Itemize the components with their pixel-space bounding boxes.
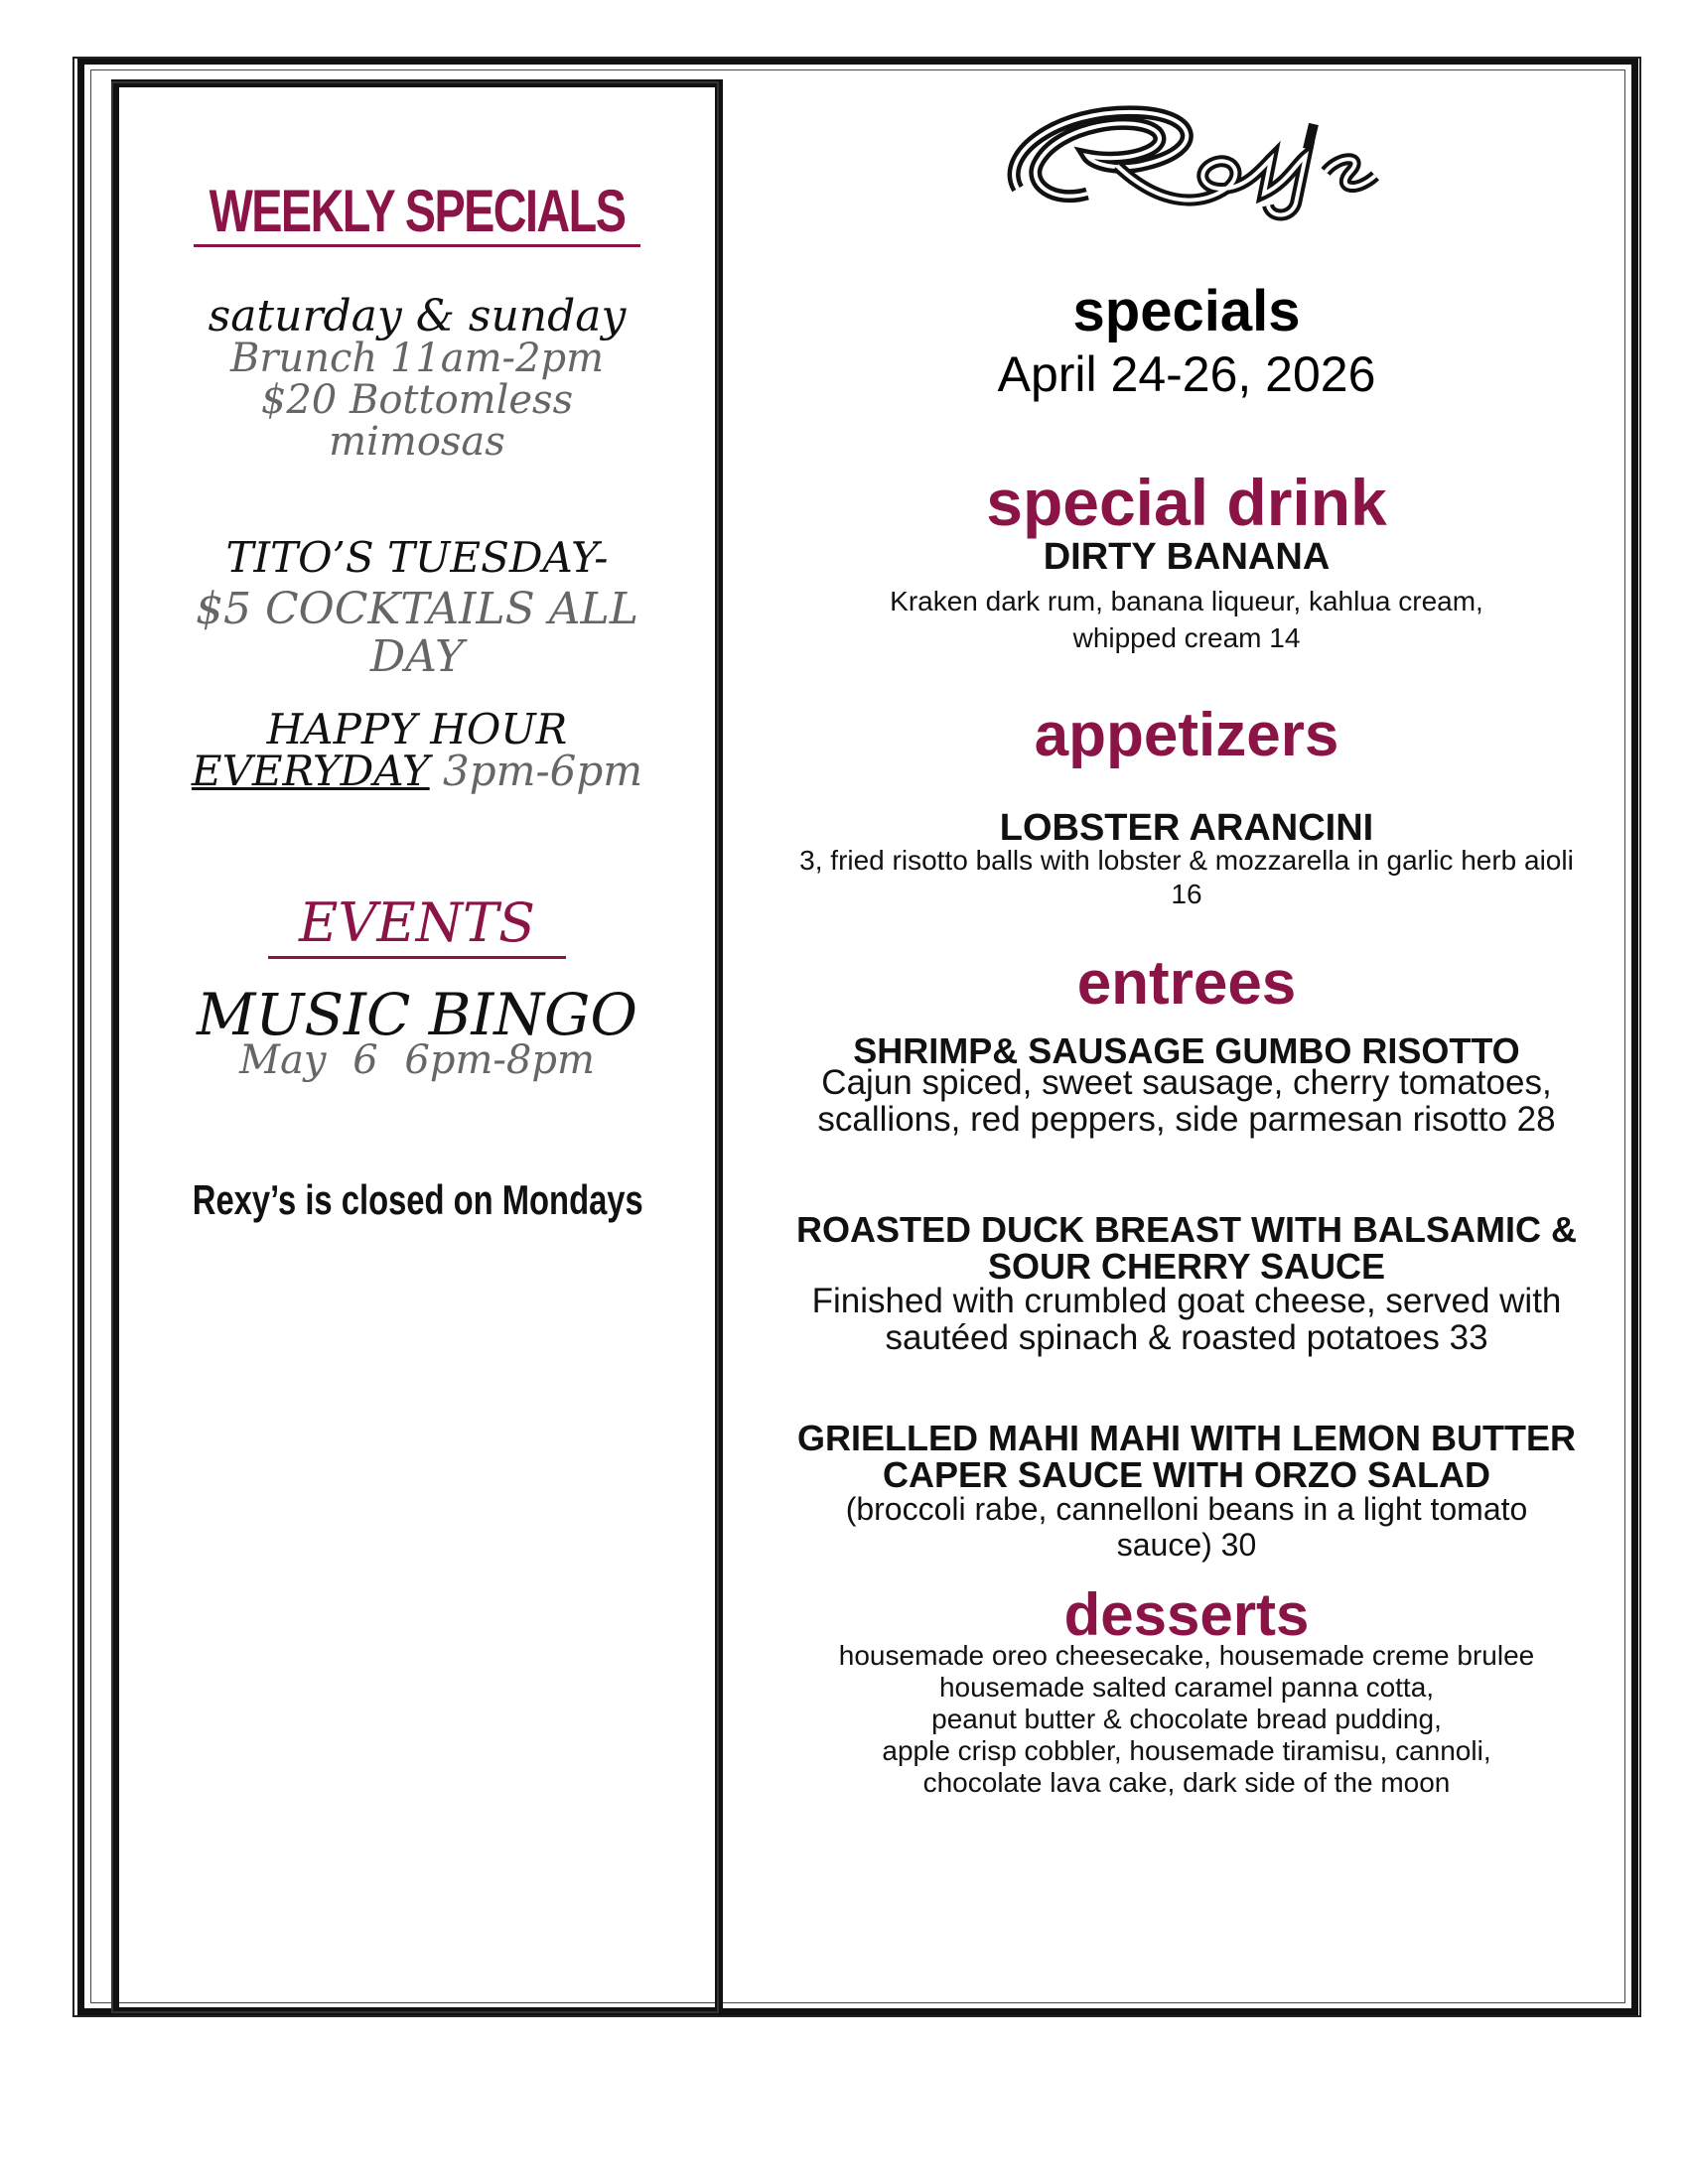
titos-tuesday-details <box>129 586 705 681</box>
entree-name-line: SOUR CHERRY SAUCE <box>987 1246 1386 1287</box>
special-drink-description <box>740 583 1633 656</box>
event-date: May 6 6pm-8pm <box>239 1037 595 1083</box>
weekend-title: saturday & sunday <box>208 291 627 341</box>
entree-description <box>740 1283 1633 1356</box>
weekend-line: Brunch 11am-2pm <box>229 336 605 381</box>
happy-hour-title: HAPPY HOUR <box>266 705 568 753</box>
dessert-line: apple crisp cobbler, housemade tiramisu, cannoli, <box>882 1735 1491 1766</box>
happy-hour-everyday: EVERYDAY <box>191 747 430 795</box>
closed-note: Rexy’s is closed on Mondays <box>192 1176 643 1223</box>
appetizer-name: LOBSTER ARANCINI <box>999 807 1374 849</box>
titos-tuesday-title: TITO’S TUESDAY- <box>225 533 609 582</box>
happy-hour-row <box>129 747 705 795</box>
dessert-line: housemade salted caramel panna cotta, <box>938 1672 1435 1703</box>
entree-name-line: GRIELLED MAHI MAHI WITH LEMON BUTTER <box>797 1418 1576 1458</box>
events-underline <box>268 956 566 959</box>
description-line: Cajun spiced, sweet sausage, cherry tomatoes, <box>821 1063 1552 1102</box>
special-drink-name: DIRTY BANANA <box>1043 536 1331 578</box>
rexys-logo <box>998 94 1385 223</box>
description-line: 16 <box>1171 879 1202 909</box>
special-drink-heading: special drink <box>986 466 1387 539</box>
entrees-heading: entrees <box>1076 949 1297 1018</box>
appetizers-heading: appetizers <box>1034 701 1339 769</box>
entree-description <box>740 1491 1633 1563</box>
happy-hour-time: 3pm-6pm <box>443 747 643 795</box>
weekly-title-underline <box>194 244 640 247</box>
weekend-details <box>129 338 705 463</box>
specials-dates: April 24-26, 2026 <box>997 346 1376 402</box>
entree-name <box>740 1420 1633 1493</box>
weekly-specials-title: WEEKLY SPECIALS <box>209 178 626 244</box>
entree-name-line: SHRIMP& SAUSAGE GUMBO RISOTTO <box>853 1030 1520 1071</box>
desserts-list <box>740 1640 1633 1799</box>
entree-name-line: ROASTED DUCK BREAST WITH BALSAMIC & <box>796 1209 1577 1250</box>
appetizer-description <box>740 844 1633 911</box>
event-name: MUSIC BINGO <box>197 981 637 1048</box>
entree-name-line: CAPER SAUCE WITH ORZO SALAD <box>883 1454 1490 1495</box>
description-line: scallions, red peppers, side parmesan risotto 28 <box>817 1100 1556 1139</box>
description-line: 3, fried risotto balls with lobster & mozzarella in garlic herb aioli <box>799 845 1574 876</box>
entree-name <box>740 1211 1633 1285</box>
description-line: Finished with crumbled goat cheese, served with <box>811 1282 1562 1320</box>
weekend-line: mimosas <box>329 419 505 465</box>
description-line: sauce) 30 <box>1116 1527 1257 1563</box>
entree-description <box>740 1064 1633 1138</box>
description-line: whipped cream 14 <box>1072 622 1301 653</box>
titos-line: $5 COCKTAILS ALL <box>196 584 638 634</box>
weekend-line: $20 Bottomless <box>260 377 574 423</box>
events-title: EVENTS <box>298 891 536 954</box>
desserts-heading: desserts <box>1063 1581 1310 1648</box>
dessert-line: peanut butter & chocolate bread pudding, <box>931 1704 1442 1734</box>
description-line: (broccoli rabe, cannelloni beans in a light tomato <box>845 1491 1528 1527</box>
dessert-line: housemade oreo cheesecake, housemade creme brulee <box>838 1640 1535 1671</box>
dessert-line: chocolate lava cake, dark side of the moon <box>922 1767 1451 1798</box>
titos-line: DAY <box>369 631 465 682</box>
description-line: Kraken dark rum, banana liqueur, kahlua cream, <box>890 586 1483 616</box>
specials-title: specials <box>1072 279 1301 343</box>
description-line: sautéed spinach & roasted potatoes 33 <box>885 1318 1488 1357</box>
